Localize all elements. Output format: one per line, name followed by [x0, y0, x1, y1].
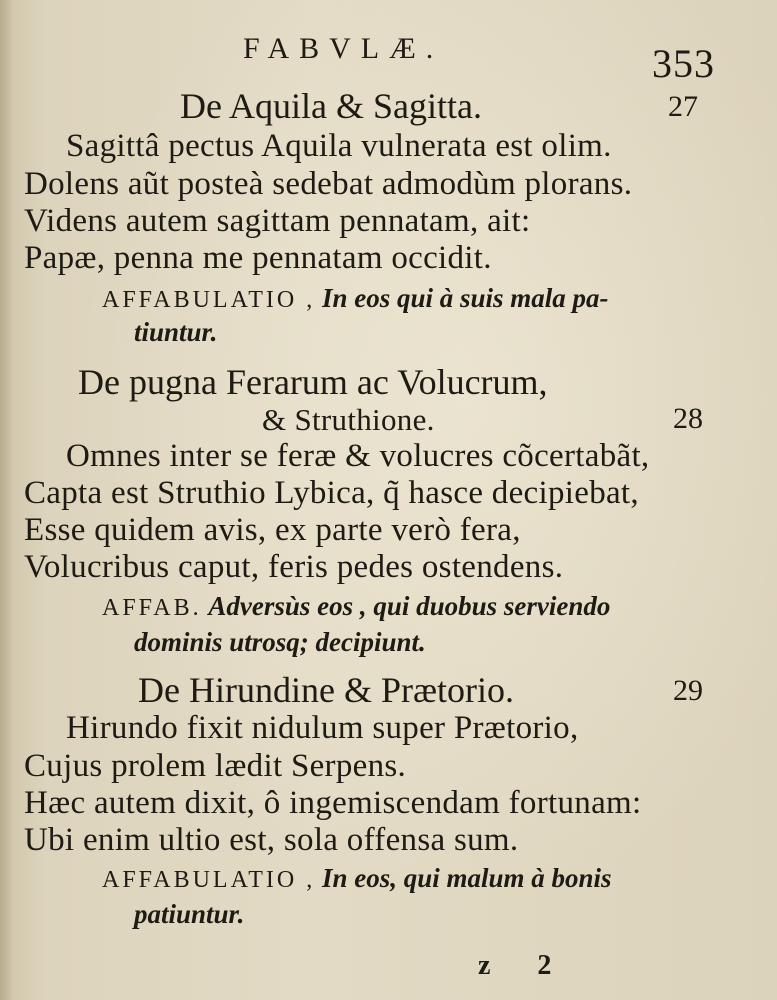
fable-29-line-3: Hæc autem dixit, ô ingemiscendam fortunam:: [24, 785, 642, 821]
fable-27-moral: [102, 280, 609, 318]
fable-28-line-4: Volucribus caput, feris pedes ostendens.: [24, 549, 564, 585]
fable-27-number: 27: [668, 90, 698, 123]
running-title: FABVLÆ.: [243, 32, 444, 65]
fable-28-line-2: Capta est Struthio Lybica, q̃ hasce decipiebat,: [24, 475, 639, 511]
fable-28-title-line-1: De pugna Ferarum ac Volucrum,: [78, 362, 548, 402]
fable-28-line-3: Esse quidem avis, ex parte verò fera,: [24, 512, 521, 548]
fable-29-moral-text: In eos, qui malum à bonis: [321, 863, 612, 893]
fable-27-moral-label: AFFABULATIO ,: [102, 287, 316, 313]
fable-29-title: De Hirundine & Prætorio.: [138, 670, 514, 710]
fable-29-number: 29: [673, 674, 703, 707]
fable-29-moral: [102, 860, 612, 898]
fable-28-number: 28: [673, 402, 703, 435]
fable-29-moral-continuation: patiuntur.: [134, 899, 245, 929]
fable-29-line-2: Cujus prolem lædit Serpens.: [24, 748, 407, 784]
fable-28-moral-label: AFFAB.: [102, 595, 202, 621]
printer-signature: z 2: [478, 950, 572, 981]
fable-27-title: De Aquila & Sagitta.: [180, 86, 482, 126]
fable-29-line-1: Hirundo fixit nidulum super Prætorio,: [66, 710, 579, 746]
fable-28-line-1: Omnes inter se feræ & volucres cõcertabãt,: [66, 438, 650, 474]
fable-27-line-3: Videns autem sagittam pennatam, ait:: [24, 203, 531, 239]
fable-29-moral-label: AFFABULATIO ,: [102, 867, 316, 893]
fable-29-line-4: Ubi enim ultio est, sola offensa sum.: [24, 822, 519, 858]
fable-27-line-2: Dolens aũt posteà sedebat admodùm plorans.: [24, 166, 633, 202]
fable-27-moral-text: In eos qui à suis mala pa-: [321, 283, 609, 313]
fable-27-moral-continuation: tiuntur.: [134, 317, 218, 347]
fable-27-line-1: Sagittâ pectus Aquila vulnerata est olim.: [66, 128, 612, 164]
page-number: 353: [652, 41, 715, 86]
fable-28-moral: [102, 588, 610, 626]
fable-28-moral-continuation: dominis utrosq; decipiunt.: [134, 627, 426, 657]
fable-28-title-line-2: & Struthione.: [262, 402, 435, 437]
fable-27-line-4: Papæ, penna me pennatam occidit.: [24, 240, 492, 276]
page-gutter-shadow: [0, 0, 14, 1000]
fable-28-moral-text: Adversùs eos , qui duobus serviendo: [208, 591, 611, 621]
